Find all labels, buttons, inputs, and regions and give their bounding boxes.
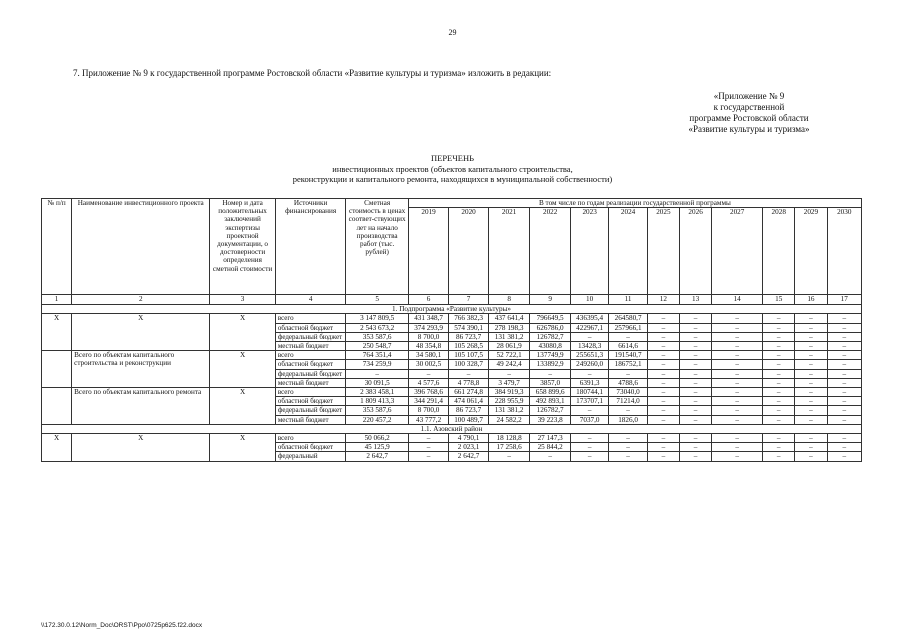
- year-value-cell: 2 642,7: [449, 452, 488, 461]
- year-value-cell: –: [570, 406, 608, 415]
- year-value-cell: 48 354,8: [408, 342, 449, 351]
- year-value-cell: –: [712, 378, 763, 387]
- year-value-cell: 100 328,7: [449, 360, 488, 369]
- year-header: 2020: [449, 208, 488, 295]
- cost-cell: 45 125,9: [346, 443, 408, 452]
- year-value-cell: –: [408, 369, 449, 378]
- year-value-cell: –: [680, 415, 712, 424]
- year-value-cell: –: [795, 351, 827, 360]
- year-value-cell: –: [795, 443, 827, 452]
- year-value-cell: 52 722,1: [488, 351, 530, 360]
- year-value-cell: 18 128,8: [488, 434, 530, 443]
- column-number: 15: [763, 295, 795, 305]
- funding-source-cell: областной бюджет: [275, 443, 346, 452]
- projects-table-wrap: [41, 198, 862, 462]
- column-number: 4: [275, 295, 346, 305]
- year-value-cell: –: [795, 415, 827, 424]
- page-number: 29: [448, 28, 457, 37]
- year-value-cell: 137749,9: [530, 351, 571, 360]
- year-value-cell: 796649,5: [530, 314, 571, 323]
- column-number: 5: [346, 295, 408, 305]
- year-value-cell: –: [609, 452, 647, 461]
- year-value-cell: –: [763, 314, 795, 323]
- cost-cell: –: [346, 369, 408, 378]
- cost-cell: 50 066,2: [346, 434, 408, 443]
- year-value-cell: –: [680, 332, 712, 341]
- year-value-cell: –: [763, 388, 795, 397]
- year-value-cell: 661 274,8: [449, 388, 488, 397]
- year-value-cell: –: [795, 397, 827, 406]
- year-value-cell: 3 479,7: [488, 378, 530, 387]
- row-number-cell: Х: [42, 434, 72, 462]
- year-value-cell: –: [827, 342, 861, 351]
- year-header: 2028: [763, 208, 795, 295]
- column-number: 10: [570, 295, 608, 305]
- year-value-cell: –: [827, 369, 861, 378]
- year-value-cell: –: [680, 406, 712, 415]
- year-value-cell: 437 641,4: [488, 314, 530, 323]
- year-value-cell: 249260,0: [570, 360, 608, 369]
- project-name-cell: Всего по объектам капитального строительства и реконструкции: [72, 351, 210, 388]
- funding-source-cell: всего: [275, 314, 346, 323]
- year-value-cell: –: [795, 406, 827, 415]
- year-value-cell: –: [795, 378, 827, 387]
- year-value-cell: –: [795, 314, 827, 323]
- year-value-cell: 3857,0: [530, 378, 571, 387]
- year-value-cell: –: [647, 434, 679, 443]
- year-value-cell: –: [570, 434, 608, 443]
- year-value-cell: 626786,0: [530, 323, 571, 332]
- table-row: [42, 351, 862, 360]
- year-value-cell: 17 258,6: [488, 443, 530, 452]
- year-header: 2030: [827, 208, 861, 295]
- year-value-cell: –: [680, 369, 712, 378]
- year-value-cell: 257966,1: [609, 323, 647, 332]
- year-value-cell: 6391,3: [570, 378, 608, 387]
- cost-cell: 30 091,5: [346, 378, 408, 387]
- year-value-cell: –: [680, 378, 712, 387]
- year-value-cell: –: [763, 406, 795, 415]
- funding-source-cell: всего: [275, 388, 346, 397]
- column-number: 17: [827, 295, 861, 305]
- year-value-cell: 186752,1: [609, 360, 647, 369]
- year-value-cell: 278 198,3: [488, 323, 530, 332]
- year-header: 2019: [408, 208, 449, 295]
- column-number: 14: [712, 295, 763, 305]
- year-value-cell: –: [827, 397, 861, 406]
- year-value-cell: 436395,4: [570, 314, 608, 323]
- year-value-cell: –: [763, 452, 795, 461]
- expertise-cell: Х: [210, 351, 275, 388]
- project-name-cell: Всего по объектам капитального ремонта: [72, 388, 210, 425]
- year-value-cell: 4788,6: [609, 378, 647, 387]
- year-value-cell: 492 893,1: [530, 397, 571, 406]
- funding-source-cell: областной бюджет: [275, 397, 346, 406]
- year-value-cell: –: [680, 314, 712, 323]
- year-value-cell: –: [680, 351, 712, 360]
- year-value-cell: 131 381,2: [488, 406, 530, 415]
- year-value-cell: 131 381,2: [488, 332, 530, 341]
- column-number: 2: [72, 295, 210, 305]
- file-path-footer: \\172.30.0.12\Norm_Doc\ORST\Ppo\0725p625.f22.docx: [41, 622, 203, 629]
- year-value-cell: –: [827, 388, 861, 397]
- year-value-cell: –: [680, 443, 712, 452]
- year-value-cell: –: [647, 452, 679, 461]
- year-value-cell: –: [712, 434, 763, 443]
- year-header: 2023: [570, 208, 608, 295]
- year-value-cell: 396 768,6: [408, 388, 449, 397]
- year-value-cell: –: [647, 323, 679, 332]
- year-value-cell: –: [763, 378, 795, 387]
- column-number: 13: [680, 295, 712, 305]
- year-value-cell: 28 061,9: [488, 342, 530, 351]
- year-value-cell: –: [570, 452, 608, 461]
- year-header: 2021: [488, 208, 530, 295]
- year-value-cell: –: [647, 443, 679, 452]
- year-value-cell: –: [763, 342, 795, 351]
- cost-cell: 1 809 413,3: [346, 397, 408, 406]
- header-expertise: Номер и дата положительных заключений экспертизы проектной документации, о достоверности определения сметной стоимости: [210, 199, 275, 295]
- year-value-cell: –: [408, 452, 449, 461]
- year-value-cell: –: [763, 332, 795, 341]
- year-value-cell: 39 223,8: [530, 415, 571, 424]
- year-value-cell: –: [609, 443, 647, 452]
- year-value-cell: –: [763, 415, 795, 424]
- year-value-cell: 86 723,7: [449, 406, 488, 415]
- year-value-cell: –: [795, 360, 827, 369]
- expertise-cell: Х: [210, 434, 275, 462]
- year-value-cell: 4 778,8: [449, 378, 488, 387]
- year-value-cell: –: [647, 388, 679, 397]
- cost-cell: 353 587,6: [346, 332, 408, 341]
- year-value-cell: –: [712, 323, 763, 332]
- year-value-cell: –: [609, 434, 647, 443]
- column-number: 7: [449, 295, 488, 305]
- year-value-cell: –: [827, 314, 861, 323]
- year-value-cell: –: [795, 323, 827, 332]
- year-value-cell: –: [712, 332, 763, 341]
- funding-source-cell: областной бюджет: [275, 323, 346, 332]
- year-value-cell: –: [763, 351, 795, 360]
- year-value-cell: –: [763, 323, 795, 332]
- year-value-cell: 73040,0: [609, 388, 647, 397]
- year-value-cell: –: [712, 342, 763, 351]
- year-value-cell: –: [795, 332, 827, 341]
- year-value-cell: –: [609, 406, 647, 415]
- district-heading-label: 1.1. Азовский район: [42, 424, 862, 433]
- year-value-cell: –: [680, 397, 712, 406]
- year-value-cell: 658 899,6: [530, 388, 571, 397]
- funding-source-cell: всего: [275, 434, 346, 443]
- year-header: 2026: [680, 208, 712, 295]
- header-sources: Источники финансирования: [275, 199, 346, 295]
- cost-cell: 2 543 673,2: [346, 323, 408, 332]
- year-value-cell: –: [827, 360, 861, 369]
- column-number: 11: [609, 295, 647, 305]
- table-row: [42, 388, 862, 397]
- year-value-cell: –: [408, 443, 449, 452]
- year-header: 2025: [647, 208, 679, 295]
- cost-cell: 220 457,2: [346, 415, 408, 424]
- year-value-cell: 1826,0: [609, 415, 647, 424]
- funding-source-cell: федеральный бюджет: [275, 406, 346, 415]
- project-name-cell: Х: [72, 314, 210, 351]
- funding-source-cell: федеральный бюджет: [275, 369, 346, 378]
- year-value-cell: 228 955,9: [488, 397, 530, 406]
- year-header: 2027: [712, 208, 763, 295]
- column-number: 12: [647, 295, 679, 305]
- year-value-cell: –: [647, 415, 679, 424]
- year-value-cell: 43080,8: [530, 342, 571, 351]
- year-value-cell: –: [680, 434, 712, 443]
- year-value-cell: –: [609, 332, 647, 341]
- year-value-cell: 126782,7: [530, 406, 571, 415]
- funding-source-cell: федеральный бюджет: [275, 332, 346, 341]
- year-value-cell: –: [712, 452, 763, 461]
- year-value-cell: –: [712, 388, 763, 397]
- year-value-cell: 105 107,5: [449, 351, 488, 360]
- year-value-cell: 4 577,6: [408, 378, 449, 387]
- year-value-cell: –: [488, 452, 530, 461]
- year-header: 2029: [795, 208, 827, 295]
- table-row: [42, 314, 862, 323]
- year-value-cell: –: [647, 406, 679, 415]
- year-value-cell: 7037,0: [570, 415, 608, 424]
- year-value-cell: –: [712, 369, 763, 378]
- expertise-cell: Х: [210, 314, 275, 351]
- year-value-cell: –: [647, 369, 679, 378]
- year-value-cell: –: [408, 434, 449, 443]
- cost-cell: 2 642,7: [346, 452, 408, 461]
- cost-cell: 353 587,6: [346, 406, 408, 415]
- appendix-line: к государственной: [713, 102, 785, 112]
- subprogram-heading-label: 1. Подпрограмма «Развитие культуры»: [42, 305, 862, 314]
- year-value-cell: –: [827, 443, 861, 452]
- year-value-cell: –: [488, 369, 530, 378]
- year-value-cell: –: [827, 332, 861, 341]
- year-value-cell: 43 777,2: [408, 415, 449, 424]
- year-value-cell: 8 700,0: [408, 406, 449, 415]
- year-header: 2022: [530, 208, 571, 295]
- year-value-cell: –: [449, 369, 488, 378]
- year-value-cell: 25 844,2: [530, 443, 571, 452]
- column-number: 9: [530, 295, 571, 305]
- row-number-cell: Х: [42, 314, 72, 351]
- year-value-cell: –: [712, 314, 763, 323]
- cost-cell: 734 259,9: [346, 360, 408, 369]
- year-value-cell: –: [680, 452, 712, 461]
- year-value-cell: –: [827, 378, 861, 387]
- year-value-cell: 384 919,3: [488, 388, 530, 397]
- year-value-cell: –: [530, 369, 571, 378]
- year-value-cell: 422967,1: [570, 323, 608, 332]
- year-value-cell: –: [763, 434, 795, 443]
- year-value-cell: 34 580,1: [408, 351, 449, 360]
- year-value-cell: –: [680, 342, 712, 351]
- title-line: инвестиционных проектов (объектов капитального строительства,: [332, 163, 573, 174]
- year-value-cell: –: [795, 452, 827, 461]
- header-cost: Сметная стоимость в ценах соответ-ствующих лет на начало производства работ (тыс. рублей): [346, 199, 408, 295]
- year-value-cell: –: [763, 360, 795, 369]
- year-value-cell: 71214,0: [609, 397, 647, 406]
- intro-text: 7. Приложение № 9 к государственной программе Ростовской области «Развитие культуры и туризма» изложить в редакции:: [73, 68, 552, 78]
- appendix-line: «Приложение № 9: [713, 91, 785, 101]
- year-value-cell: 24 582,2: [488, 415, 530, 424]
- projects-table: [41, 198, 862, 462]
- subprogram-heading: [42, 305, 862, 314]
- year-value-cell: 133892,9: [530, 360, 571, 369]
- year-value-cell: –: [827, 323, 861, 332]
- appendix-note: [649, 91, 849, 135]
- funding-source-cell: местный бюджет: [275, 342, 346, 351]
- year-value-cell: –: [763, 369, 795, 378]
- year-value-cell: –: [647, 378, 679, 387]
- year-value-cell: –: [827, 452, 861, 461]
- year-value-cell: –: [712, 406, 763, 415]
- year-value-cell: –: [570, 332, 608, 341]
- year-value-cell: 255651,3: [570, 351, 608, 360]
- year-value-cell: 191540,7: [609, 351, 647, 360]
- year-value-cell: –: [827, 351, 861, 360]
- row-number-cell: [42, 388, 72, 425]
- year-value-cell: –: [680, 360, 712, 369]
- year-value-cell: –: [647, 314, 679, 323]
- year-value-cell: –: [530, 452, 571, 461]
- year-value-cell: 264580,7: [609, 314, 647, 323]
- year-value-cell: –: [680, 388, 712, 397]
- column-number: 8: [488, 295, 530, 305]
- year-value-cell: –: [827, 434, 861, 443]
- title-line: ПЕРЕЧЕНЬ: [431, 153, 474, 163]
- district-heading: [42, 424, 862, 433]
- column-number: 1: [42, 295, 72, 305]
- year-value-cell: 766 382,3: [449, 314, 488, 323]
- year-value-cell: –: [712, 360, 763, 369]
- year-value-cell: –: [827, 415, 861, 424]
- year-value-cell: –: [795, 369, 827, 378]
- year-value-cell: 86 723,7: [449, 332, 488, 341]
- header-name: Наименование инвестиционного проекта: [72, 199, 210, 295]
- year-value-cell: 30 002,5: [408, 360, 449, 369]
- year-value-cell: –: [570, 443, 608, 452]
- funding-source-cell: всего: [275, 351, 346, 360]
- year-value-cell: –: [795, 388, 827, 397]
- year-value-cell: –: [647, 342, 679, 351]
- expertise-cell: Х: [210, 388, 275, 425]
- year-value-cell: 2 023,1: [449, 443, 488, 452]
- year-value-cell: 180744,1: [570, 388, 608, 397]
- year-value-cell: 173707,1: [570, 397, 608, 406]
- year-value-cell: –: [680, 323, 712, 332]
- year-value-cell: 431 348,7: [408, 314, 449, 323]
- column-number: 3: [210, 295, 275, 305]
- year-value-cell: 6614,6: [609, 342, 647, 351]
- project-name-cell: Х: [72, 434, 210, 462]
- year-value-cell: –: [763, 397, 795, 406]
- year-value-cell: –: [570, 369, 608, 378]
- header-years-caption: В том числе по годам реализации государственной программы: [408, 199, 861, 208]
- year-value-cell: 8 700,0: [408, 332, 449, 341]
- year-value-cell: –: [647, 351, 679, 360]
- cost-cell: 250 548,7: [346, 342, 408, 351]
- year-value-cell: 27 147,3: [530, 434, 571, 443]
- cost-cell: 2 383 458,1: [346, 388, 408, 397]
- cost-cell: 764 351,4: [346, 351, 408, 360]
- year-value-cell: 49 242,4: [488, 360, 530, 369]
- header-num: № п/п: [42, 199, 72, 295]
- year-value-cell: –: [795, 342, 827, 351]
- year-value-cell: –: [647, 332, 679, 341]
- year-value-cell: –: [712, 415, 763, 424]
- year-value-cell: 374 293,9: [408, 323, 449, 332]
- year-value-cell: –: [712, 351, 763, 360]
- year-value-cell: 126782,7: [530, 332, 571, 341]
- year-value-cell: –: [647, 360, 679, 369]
- funding-source-cell: местный бюджет: [275, 378, 346, 387]
- year-value-cell: 474 061,4: [449, 397, 488, 406]
- year-value-cell: 13428,3: [570, 342, 608, 351]
- appendix-line: программе Ростовской области: [689, 113, 809, 123]
- year-value-cell: –: [647, 397, 679, 406]
- year-header: 2024: [609, 208, 647, 295]
- year-value-cell: 344 291,4: [408, 397, 449, 406]
- row-number-cell: [42, 351, 72, 388]
- table-row: [42, 434, 862, 443]
- document-title: [0, 153, 905, 185]
- column-number: 16: [795, 295, 827, 305]
- year-value-cell: –: [827, 406, 861, 415]
- year-value-cell: –: [712, 397, 763, 406]
- funding-source-cell: местный бюджет: [275, 415, 346, 424]
- funding-source-cell: федеральный: [275, 452, 346, 461]
- year-value-cell: 574 390,1: [449, 323, 488, 332]
- appendix-line: «Развитие культуры и туризма»: [688, 124, 810, 134]
- year-value-cell: 100 489,7: [449, 415, 488, 424]
- cost-cell: 3 147 809,5: [346, 314, 408, 323]
- year-value-cell: –: [609, 369, 647, 378]
- year-value-cell: 4 790,1: [449, 434, 488, 443]
- year-value-cell: –: [712, 443, 763, 452]
- column-number: 6: [408, 295, 449, 305]
- title-line: реконструкции и капитального ремонта, находящихся в муниципальной собственности): [292, 174, 613, 184]
- year-value-cell: 105 268,5: [449, 342, 488, 351]
- year-value-cell: –: [763, 443, 795, 452]
- funding-source-cell: областной бюджет: [275, 360, 346, 369]
- year-value-cell: –: [795, 434, 827, 443]
